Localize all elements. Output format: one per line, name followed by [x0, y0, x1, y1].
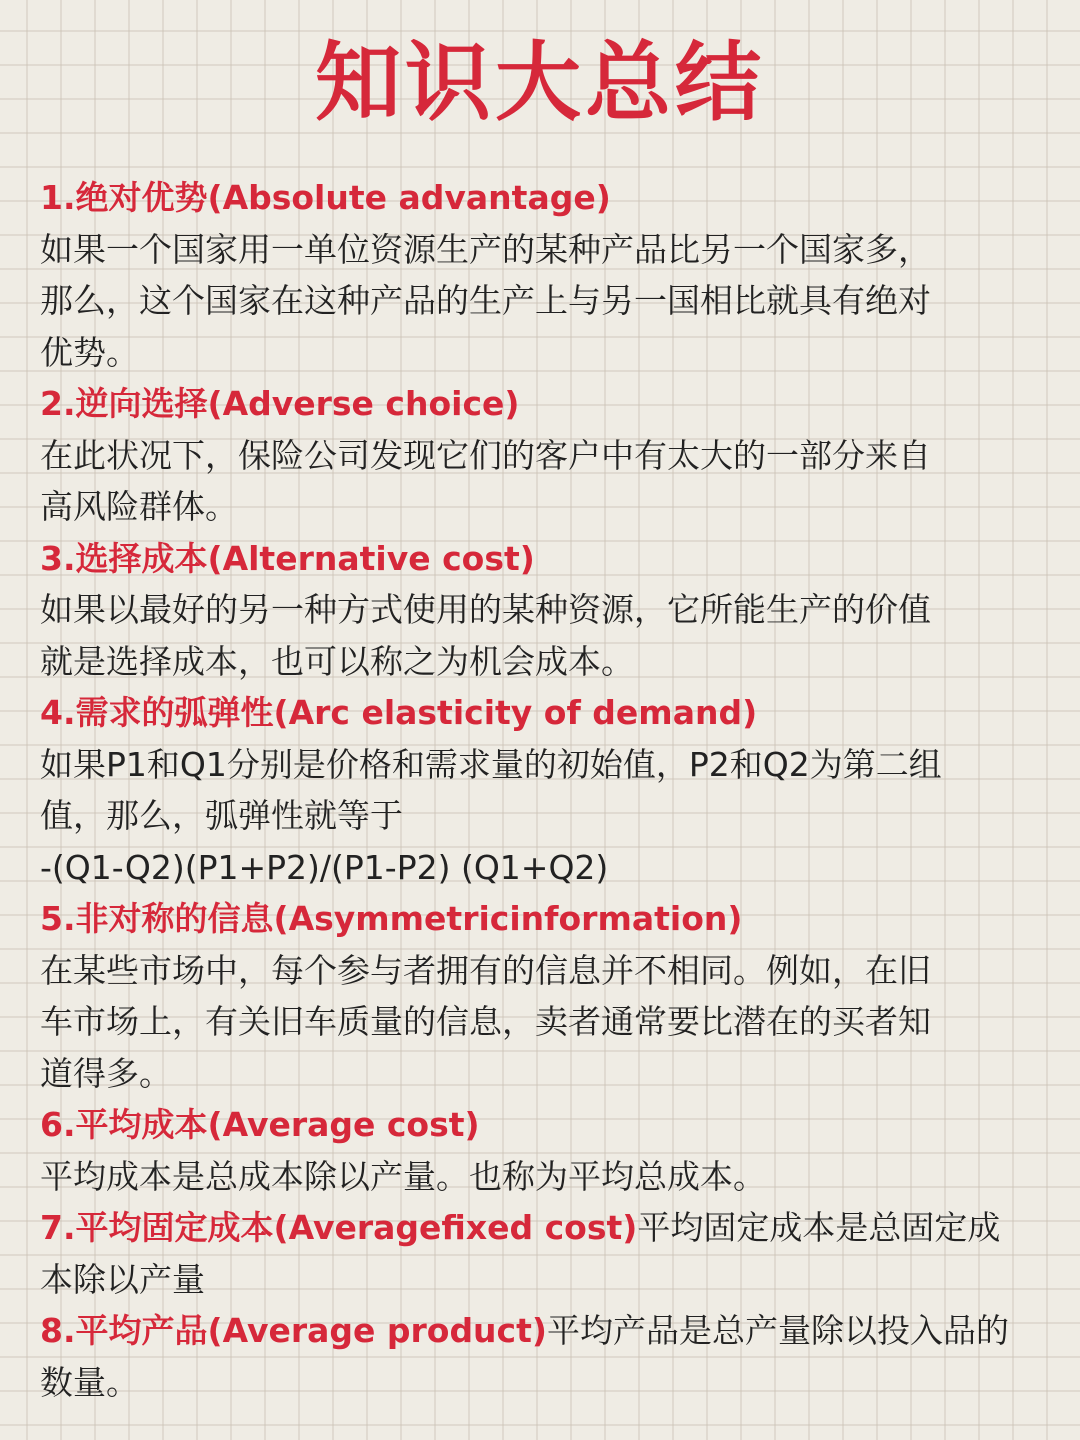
entry-title: 5.非对称的信息(Asymmetricinformation)	[40, 899, 743, 938]
entry-body-line: 值，那么，弧弹性就等于	[40, 796, 403, 835]
entry-body-line: 优势。	[40, 332, 139, 372]
glossary-entry	[40, 1305, 1040, 1408]
entry-body-line: 数量。	[40, 1362, 139, 1402]
entry-body-line: 那么，这个国家在这种产品的生产上与另一国相比就具有绝对	[40, 281, 931, 320]
entry-body-line: 本除以产量	[40, 1259, 205, 1299]
entry-title: 6.平均成本(Average cost)	[40, 1105, 480, 1144]
entry-inline-body: 平均产品是总产量除以投入品的	[546, 1311, 1009, 1350]
glossary-entry	[40, 1202, 1040, 1305]
glossary-entry	[40, 378, 1040, 533]
glossary-list	[40, 172, 1040, 1408]
glossary-entry	[40, 687, 1040, 893]
glossary-entry	[40, 893, 1040, 1099]
entry-body-line: 如果以最好的另一种方式使用的某种资源，它所能生产的价值	[40, 590, 931, 629]
entry-body-line: 车市场上，有关旧车质量的信息，卖者通常要比潜在的买者知	[40, 1002, 931, 1041]
entry-title: 1.绝对优势(Absolute advantage)	[40, 178, 611, 217]
entry-body-line: 就是选择成本，也可以称之为机会成本。	[40, 641, 634, 681]
glossary-entry	[40, 533, 1040, 688]
entry-body-line: 在某些市场中，每个参与者拥有的信息并不相同。例如，在旧	[40, 950, 931, 990]
page-title: 知识大总结	[315, 33, 765, 133]
entry-body-line: 平均成本是总成本除以产量。也称为平均总成本。	[40, 1156, 766, 1196]
glossary-entry	[40, 1099, 1040, 1202]
entry-title: 3.选择成本(Alternative cost)	[40, 538, 535, 578]
entry-title-line	[40, 1202, 1040, 1254]
entry-title: 2.逆向选择(Adverse choice)	[40, 384, 520, 423]
entry-body-line: 在此状况下，保险公司发现它们的客户中有太大的一部分来自	[40, 435, 931, 475]
entry-title: 8.平均产品(Average product)	[40, 1311, 547, 1350]
entry-title-line	[40, 1305, 1040, 1357]
entry-inline-body: 平均固定成本是总固定成	[637, 1208, 1001, 1247]
entry-body-line: 如果一个国家用一单位资源生产的某种产品比另一个国家多，	[40, 229, 931, 269]
entry-body-line: 如果P1和Q1分别是价格和需求量的初始值，P2和Q2为第二组	[40, 744, 942, 784]
glossary-entry	[40, 172, 1040, 378]
entry-title: 7.平均固定成本(Averagefixed cost)	[40, 1208, 638, 1247]
entry-body-line: 高风险群体。	[40, 487, 238, 526]
entry-title: 4.需求的弧弹性(Arc elasticity of demand)	[40, 693, 758, 732]
entry-formula: -(Q1-Q2)(P1+P2)/(P1-P2) (Q1+Q2)	[40, 847, 609, 887]
entry-body-line: 道得多。	[40, 1053, 172, 1093]
